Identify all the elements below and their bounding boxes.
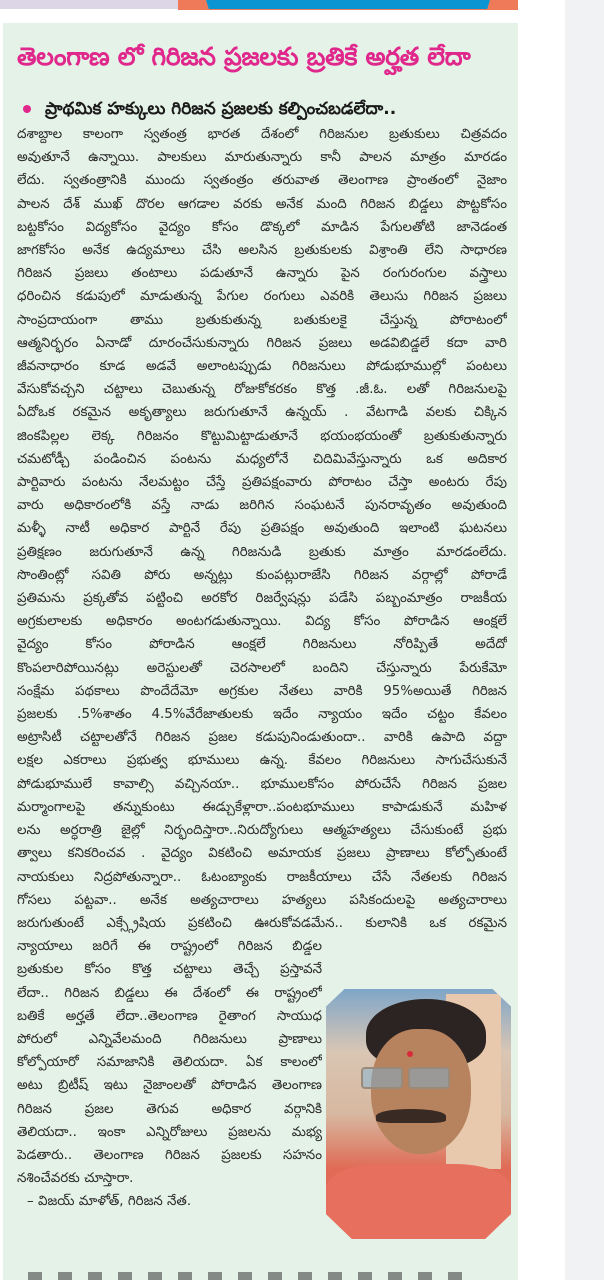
article-card: [3, 23, 518, 1280]
body-line: పెడతారు.. తెలంగాణ గిరిజన ప్రజలకు సహనం: [17, 1147, 322, 1163]
body-line: వైద్యం కోసం పోరాడిన ఆంక్షలే గిరిజనులు నోరిప్పితే అదేదో: [17, 637, 507, 653]
body-line: ధరించిన కడుపులో మాడుతున్న పేగుల రంగులు ఎవరికి తెలుసు గిరిజన ప్రజలు: [17, 289, 507, 305]
photo-glasses-left: [361, 1067, 403, 1089]
top-banner-blue: [206, 0, 490, 9]
body-line: త్వాలు కనికరించవ . వైద్యం వికటించి అమాయక ప్రజలు ప్రాణాలు కోల్పోతుంటే: [17, 846, 507, 862]
top-banner: [178, 0, 518, 10]
body-line: సంక్షేమ పథకాలు పొందేదేమో అగ్రకుల నేతలు వారికి 95%అయితే గిరిజన: [17, 683, 507, 699]
body-line: జరుగుతుంటే ఎక్స్గ్రేషియ ప్రకటించి ఊరుకోవడమేన.. కులానికి ఒక రకమైన: [17, 915, 507, 931]
article-headline: తెలంగాణ లో గిరిజన ప్రజలకు బ్రతికే అర్హత లేదా: [17, 42, 471, 71]
body-line: పోడుభూములే కావాల్సి వచ్చినయా.. భూములకోసం పోరుచేసే గిరిజన ప్రజల: [17, 776, 507, 792]
body-line: కొంపలారిపోయినట్లు అరెస్టులతో చెరసాలలో బందిని చేస్తున్నారు పేరుకేమో: [17, 660, 507, 676]
photo-face: [371, 1029, 471, 1154]
body-line: వారు అధికారంలోకి వస్తే నాడు జరిగిన సంఘటనే పునరావృతం అవుతుంది: [17, 498, 507, 514]
body-line: న్యాయాలు జరిగే ఈ రాష్ట్రంలో గిరిజన బిడ్డల: [17, 939, 322, 955]
top-decor-strip: [0, 0, 178, 9]
body-line: బతికే అర్హతే లేదా..తెలంగాణ రైతాంగ సాయుధ: [17, 1008, 322, 1024]
body-line: ప్రతిమను ప్రక్కతోవ పట్టించి అరకోర రిజర్వేషన్లు పడేసి పబ్బంమాత్రం రాజకీయ: [17, 591, 507, 607]
body-line: పార్టివారు పంటను నేలమట్టం చేస్తే ప్రతిపక్షంవారు పోరాటం చేస్తా అంటరు రేపు: [17, 475, 507, 491]
photo-tilak: [407, 1051, 413, 1057]
right-margin-strip: [565, 0, 604, 1280]
body-line: అటు బ్రిటీష్ ఇటు నైజాంలతో పోరాడిన తెలంగాణ: [17, 1078, 322, 1094]
body-line: ప్రజలకు .5%శాతం 4.5%వేరేజాతులకు ఇదేం న్యాయం ఇదేం చట్టం కేవలం: [17, 707, 507, 723]
body-line: చమటోడ్చీ పండించిన పంటను మధ్యలోనే చిదిమివేస్తున్నారు ఒక అదికార: [17, 451, 507, 467]
article-subheading: [17, 95, 512, 123]
body-line: లేదా.. గిరిజన బిడ్డలు ఈ దేశంలో ఈ రాష్ట్రంలో: [17, 985, 322, 1001]
body-line: సొంతింట్లో సవితి పోరు అన్నట్లు కుంపట్లురాజేసి గిరిజన వర్గాల్లో పోరాడే: [17, 567, 507, 583]
body-line: సాంప్రదాయంగా తాము బ్రతుకుతున్న బతుకులకై చేస్తున్న పోరాటంలో: [17, 312, 507, 328]
body-line: అగ్రకులాలకు అధికారం అంటగడుతున్నాయి. విద్య కోసం పోరాడిన ఆంక్షలే: [17, 614, 507, 630]
body-line: పోరులో ఎన్నివేలమంది గిరిజనులు ప్రాణాలు: [17, 1031, 322, 1047]
body-line: దశాబ్దాల కాలంగా స్వతంత్ర భారత దేశంలో గిరిజనుల బ్రతుకులు చిత్రవదం: [17, 127, 507, 142]
body-line: అవుతూనే ఉన్నాయి. పాలకులు మారుతున్నారు కానీ పాలన మాత్రం మారడం: [17, 150, 507, 166]
body-line: మళ్ళీ నాటీ అధికార పార్టినే రేపు ప్రతిపక్షం అవుతుంది ఇలాంటి ఘటనలు: [17, 521, 507, 537]
body-line: మర్మాంగాలపై తన్నుకుంటు ఈడ్చుకేళ్లారా..పంటభూములు కాపాడుకునే మహిళ: [17, 799, 507, 815]
photo-glasses-right: [408, 1067, 450, 1089]
subheading-text: ప్రాథమిక హక్కులు గిరిజన ప్రజలకు కల్పించబడలేదా..: [45, 99, 397, 119]
body-line: వేసుకోవచ్చని చట్టాలు చెబుతున్న రోజుకోకరకం కొత్త .జీ.ఓ. లతో గిరిజనులపై: [17, 382, 507, 398]
photo-mustache: [376, 1109, 446, 1123]
bullet-icon: [23, 105, 31, 113]
body-line: నశించేవరకు చూస్తారా.: [17, 1171, 134, 1187]
body-line: బ్రతుకుల కోసం కొత్త చట్టాలు తెచ్చే ప్రస్తావనే: [17, 962, 322, 978]
body-line: బట్టకోసం విద్యకోసం వైద్యం కోసం డొక్కలో మాడిన పేగులతోటి జానెడంత: [17, 219, 507, 235]
body-line: అట్రాసిటీ చట్టాలతోనే గిరిజన ప్రజల కడుపునిండుతుందా.. వారికి ఉపాది వద్దా: [17, 730, 507, 746]
body-line: జీవనాధారం కూడ అడవే అలాంటప్పుడు గిరిజనులు పోడుభూముల్లో పంటలు: [17, 359, 507, 375]
article-byline: – విజయ్ మాళోత్, గిరిజన నేత.: [27, 1194, 192, 1210]
body-line: కోల్పోయారో సమాజానికి తెలియదా. ఏక కాలంలో: [17, 1055, 322, 1071]
body-line: ఏదోఒక రకమైన అకృత్యాలు జరుగుతూనే ఉన్నయ్ . వేటగాడి వలకు చిక్కిన: [17, 405, 507, 421]
next-headline-peek: [28, 1272, 478, 1280]
body-line: జాగకోసం అనేక ఉద్యమాలు చేసి అలసిన బ్రతుకులకు విశ్రాంతి లేని సాధారణ: [17, 243, 507, 259]
body-line: తెలియదా.. ఇంకా ఎన్నిరోజులు ప్రజలను మభ్య: [17, 1124, 322, 1140]
body-line: గిరిజన ప్రజలు తంటాలు పడుతూనే ఉన్నారు పైన రంగురంగుల వస్త్రాలు: [17, 266, 507, 282]
body-line: లేదు. స్వతంత్రానికి ముందు స్వతంత్రం తరువాత తెలంగాణ ప్రాంతంలో నైజాం: [17, 173, 507, 189]
body-line: ఆత్మనిర్భరం ఏనాడో దూరంచేసుకున్నారు గిరిజన ప్రజలు అడవిబిడ్డలే కదా వారి: [17, 335, 507, 351]
body-line: ప్రతిక్షణం జరుగుతూనే ఉన్న గిరిజనుడి బ్రతుకు మాత్రం మారడంలేదు.: [17, 544, 507, 560]
body-line: గోసలు పట్టవా.. అనేక అత్యచారాలు హత్యలు పసికందులపై అత్యచారాలు: [17, 892, 507, 908]
body-line: గిరిజన ప్రజల తెగువ అధికార వర్గానికి: [17, 1101, 322, 1117]
body-line: లక్షల ఎకరాలు ప్రభుత్వ భూములు ఉన్న. కేవలం గిరిజనులు సాగుచేసుకునే: [17, 753, 507, 769]
author-photo: [326, 989, 511, 1239]
body-line: లను అర్ధరాత్రి జైల్లో నిర్భందిస్తారా..నిరుద్యోగులు ఆత్మహత్యలు చేసుకుంటే ప్రభు: [17, 823, 507, 839]
body-line: పాలన దేశ్ ముఖ్ దొరల ఆగడాల వరకు అనేక మంది గిరిజన బిడ్డలు పొట్టకోసం: [17, 196, 507, 212]
body-line: నాయకులు నిద్రపోతున్నారా.. ఓటంబ్యాంకు రాజకీయాలు చేసే నేతలకు గిరిజన: [17, 869, 507, 885]
body-line: జింకపిల్లల లెక్క గిరిజనం కొట్టుమిట్టాడుతూనే భయంభయంతో బ్రతుకుతున్నారు: [17, 428, 507, 444]
photo-shirt: [326, 1164, 511, 1239]
